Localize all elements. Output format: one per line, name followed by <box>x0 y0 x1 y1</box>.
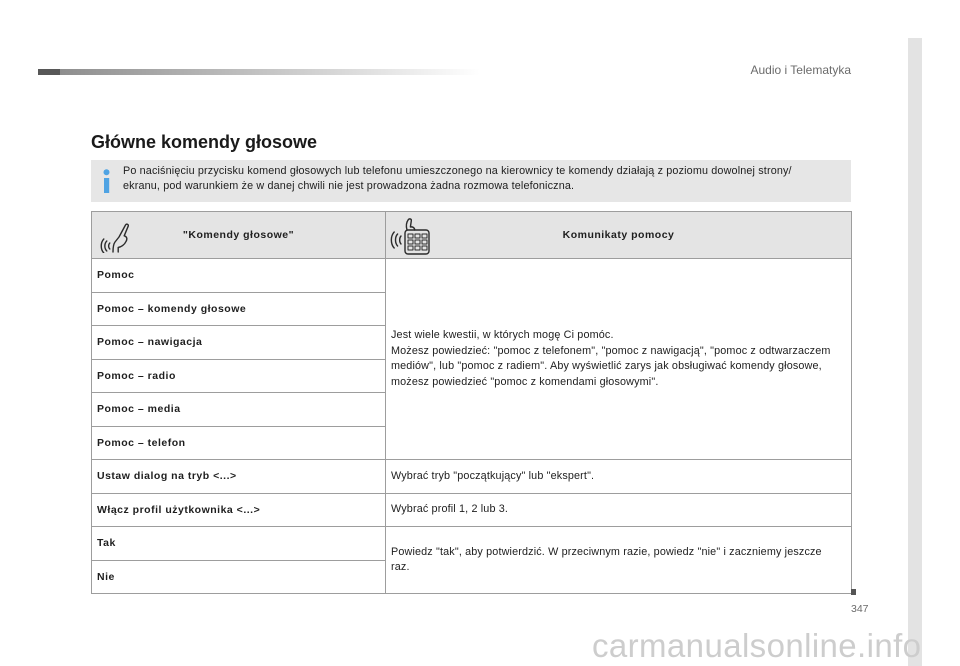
confirm-response-cell <box>386 527 852 594</box>
command-cell: Pomoc – nawigacja <box>92 326 386 360</box>
page-title: Główne komendy głosowe <box>91 132 318 152</box>
command-cell: Pomoc – komendy głosowe <box>92 293 386 327</box>
column-header-label: Komunikaty pomocy <box>562 229 675 241</box>
page-number: 347 <box>851 603 869 615</box>
info-note-line: Po naciśnięciu przycisku komend głosowych lub telefonu umieszczonego na kierownicy te komendy działają z poziomu dowolnej strony/ <box>123 165 792 177</box>
response-cell <box>386 494 852 528</box>
command-cell: Pomoc – radio <box>92 360 386 394</box>
voice-commands-table <box>91 211 852 594</box>
info-note <box>91 160 851 202</box>
command-cell: Pomoc – telefon <box>92 427 386 461</box>
command-cell: Włącz profil użytkownika <...> <box>92 494 386 528</box>
info-icon <box>101 169 112 193</box>
command-cell: Nie <box>92 561 386 595</box>
command-cell: Pomoc <box>92 259 386 293</box>
response-line: Jest wiele kwestii, w których mogę Ci pomóc. <box>391 329 614 341</box>
page-marker <box>851 589 856 595</box>
section-label: Audio i Telematyka <box>750 63 851 77</box>
response-cell <box>386 460 852 494</box>
help-response-text <box>391 328 831 390</box>
response-line: mediów", lub "pomoc z radiem". Aby wyświetlić zarys jak obsługiwać komendy głosowe, <box>391 360 822 372</box>
info-note-line: ekranu, pod warunkiem że w danej chwili nie jest prowadzona żadna rozmowa telefoniczna. <box>123 180 575 192</box>
response-line: Możesz powiedzieć: "pomoc z telefonem", "pomoc z nawigacją", "pomoc z odtwarzaczem <box>391 344 831 357</box>
response-line: Wybrać tryb "początkujący" lub "ekspert". <box>391 469 595 482</box>
help-response-cell <box>386 259 852 460</box>
column-header-responses <box>386 212 852 259</box>
response-line: Wybrać profil 1, 2 lub 3. <box>391 503 509 515</box>
phone-keypad-voice-icon <box>389 217 431 255</box>
command-cell: Pomoc – media <box>92 393 386 427</box>
response-line: Powiedz "tak", aby potwierdzić. W przeciwnym razie, powiedz "nie" i zaczniemy jeszcze <box>391 545 822 558</box>
response-line: możesz powiedzieć "pomoc z komendami głosowymi". <box>391 375 659 388</box>
command-cell: Tak <box>92 527 386 561</box>
command-cell: Ustaw dialog na tryb <...> <box>92 460 386 494</box>
side-margin-strip <box>908 38 922 666</box>
column-header-commands <box>92 212 386 259</box>
confirm-response-text <box>391 545 822 576</box>
voice-command-icon <box>100 219 130 253</box>
watermark: carmanualsonline.info <box>592 627 922 664</box>
header-decorative-bar <box>38 69 480 75</box>
column-header-label: "Komendy głosowe" <box>182 229 295 241</box>
info-note-text <box>123 164 792 194</box>
response-line: raz. <box>391 561 410 573</box>
